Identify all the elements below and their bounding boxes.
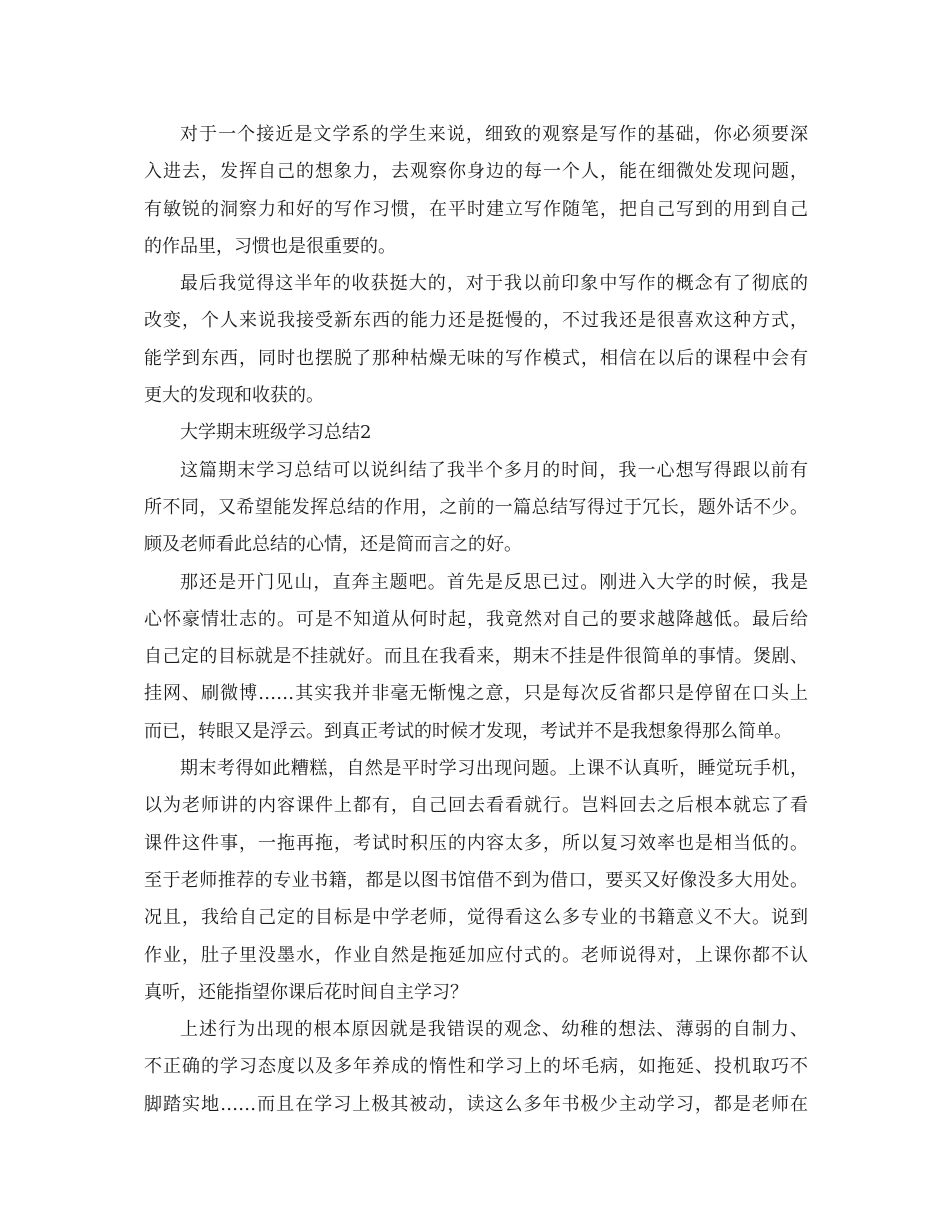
- text-line: 课件这件事，一拖再拖，考试时积压的内容太多，所以复习效率也是相当低的。: [144, 832, 808, 854]
- text-line: 上述行为出现的根本原因就是我错误的观念、幼稚的想法、薄弱的自制力、: [180, 1019, 808, 1041]
- paragraph-observation: [144, 116, 808, 265]
- text-line: 更大的发现和收获的。: [144, 385, 324, 407]
- text-line: 改变，个人来说我接受新东西的能力还是挺慢的，不过我还是很喜欢这种方式，: [144, 310, 808, 332]
- text-line: 所不同，又希望能发挥总结的作用，之前的一篇总结写得过于冗长，题外话不少。: [144, 496, 808, 518]
- text-line: 的作品里，习惯也是很重要的。: [144, 235, 396, 257]
- text-line: 最后我觉得这半年的收获挺大的，对于我以前印象中写作的概念有了彻底的: [180, 273, 808, 295]
- document-body: [144, 116, 808, 1123]
- text-line: 那还是开门见山，直奔主题吧。首先是反思已过。刚进入大学的时候，我是: [180, 571, 808, 593]
- text-line: 自己定的目标就是不挂就好。而且在我看来，期末不挂是件很简单的事情。煲剧、: [144, 646, 808, 668]
- text-line: 期末考得如此糟糕，自然是平时学习出现问题。上课不认真听，睡觉玩手机，: [180, 758, 808, 780]
- text-line: 入进去，发挥自己的想象力，去观察你身边的每一个人，能在细微处发现问题，: [144, 161, 808, 183]
- text-line: 至于老师推荐的专业书籍，都是以图书馆借不到为借口，要买又好像没多大用处。: [144, 869, 808, 891]
- text-line: 对于一个接近是文学系的学生来说，细致的观察是写作的基础，你必须要深: [180, 124, 808, 145]
- text-line: 不正确的学习态度以及多年养成的惰性和学习上的坏毛病，如拖延、投机取巧不: [144, 1056, 808, 1078]
- text-line: 而已，转眼又是浮云。到真正考试的时候才发现，考试并不是我想象得那么简单。: [144, 720, 792, 742]
- text-line: 顾及老师看此总结的心情，还是简而言之的好。: [144, 534, 522, 556]
- text-line: 能学到东西，同时也摆脱了那种枯燥无味的写作模式，相信在以后的课程中会有: [144, 347, 808, 369]
- paragraph-intro: [144, 452, 808, 564]
- paragraph-reflection: [144, 564, 808, 750]
- paragraph-causes: [144, 1011, 808, 1123]
- text-line: 这篇期末学习总结可以说纠结了我半个多月的时间，我一心想写得跟以前有: [180, 459, 808, 481]
- text-line: 挂网、刷微博……其实我并非毫无惭愧之意，只是每次反省都只是停留在口头上: [144, 683, 808, 705]
- text-line: 有敏锐的洞察力和好的写作习惯，在平时建立写作随笔，把自己写到的用到自己: [144, 198, 808, 220]
- paragraph-problems: [144, 750, 808, 1011]
- text-line: 况且，我给自己定的目标是中学老师，觉得看这么多专业的书籍意义不大。说到: [144, 907, 808, 929]
- heading-line: 大学期末班级学习总结2: [180, 422, 372, 444]
- section-heading: [144, 414, 808, 451]
- text-line: 真听，还能指望你课后花时间自主学习？: [144, 981, 468, 1003]
- text-line: 作业，肚子里没墨水，作业自然是拖延加应付式的。老师说得对，上课你都不认: [144, 944, 808, 966]
- paragraph-harvest: [144, 265, 808, 414]
- text-line: 以为老师讲的内容课件上都有，自己回去看看就行。岂料回去之后根本就忘了看: [144, 795, 808, 817]
- text-line: 脚踏实地……而且在学习上极其被动，读这么多年书极少主动学习，都是老师在: [144, 1093, 808, 1115]
- text-line: 心怀豪情壮志的。可是不知道从何时起，我竟然对自己的要求越降越低。最后给: [144, 608, 808, 630]
